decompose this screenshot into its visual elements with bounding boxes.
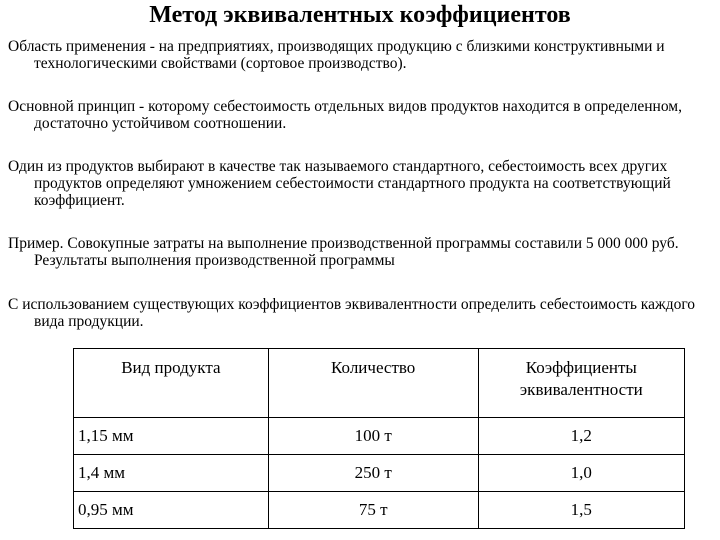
table-header-row bbox=[74, 349, 685, 418]
header-product-type: Вид продукта bbox=[74, 349, 269, 418]
table-row bbox=[74, 418, 685, 455]
paragraph-task: С использованием существующих коэффициентов эквивалентности определить себестоимость каждого вида продукции. bbox=[8, 296, 696, 330]
cell-product: 0,95 мм bbox=[74, 492, 269, 529]
cell-product: 1,4 мм bbox=[74, 455, 269, 492]
table-row bbox=[74, 492, 685, 529]
cell-quantity: 75 т bbox=[268, 492, 478, 529]
cell-quantity: 100 т bbox=[268, 418, 478, 455]
paragraph-example: Пример. Совокупные затраты на выполнение производственной программы составили 5 000 000 руб. Результаты выполнения производственной программы bbox=[8, 235, 679, 269]
slide-title: Метод эквивалентных коэффициентов bbox=[149, 2, 571, 28]
header-quantity: Количество bbox=[268, 349, 478, 418]
paragraph-standard-product: Один из продуктов выбирают в качестве так называемого стандартного, себестоимость всех других продуктов определяют умножением себестоимости стандартного продукта на соответствующий коэффициент. bbox=[8, 158, 671, 209]
paragraph-scope: Область применения - на предприятиях, производящих продукцию с близкими конструктивными и технологическими свойствами (сортовое производство). bbox=[8, 38, 665, 72]
header-equivalence-coefficients: Коэффициенты эквивалентности bbox=[478, 349, 684, 418]
table-row bbox=[74, 455, 685, 492]
cell-product: 1,15 мм bbox=[74, 418, 269, 455]
cell-coefficient: 1,5 bbox=[478, 492, 684, 529]
cell-quantity: 250 т bbox=[268, 455, 478, 492]
paragraph-principle: Основной принцип - которому себестоимость отдельных видов продуктов находится в определенном, достаточно устойчивом соотношении. bbox=[8, 98, 682, 132]
cell-coefficient: 1,0 bbox=[478, 455, 684, 492]
equivalence-table bbox=[73, 348, 685, 529]
cell-coefficient: 1,2 bbox=[478, 418, 684, 455]
